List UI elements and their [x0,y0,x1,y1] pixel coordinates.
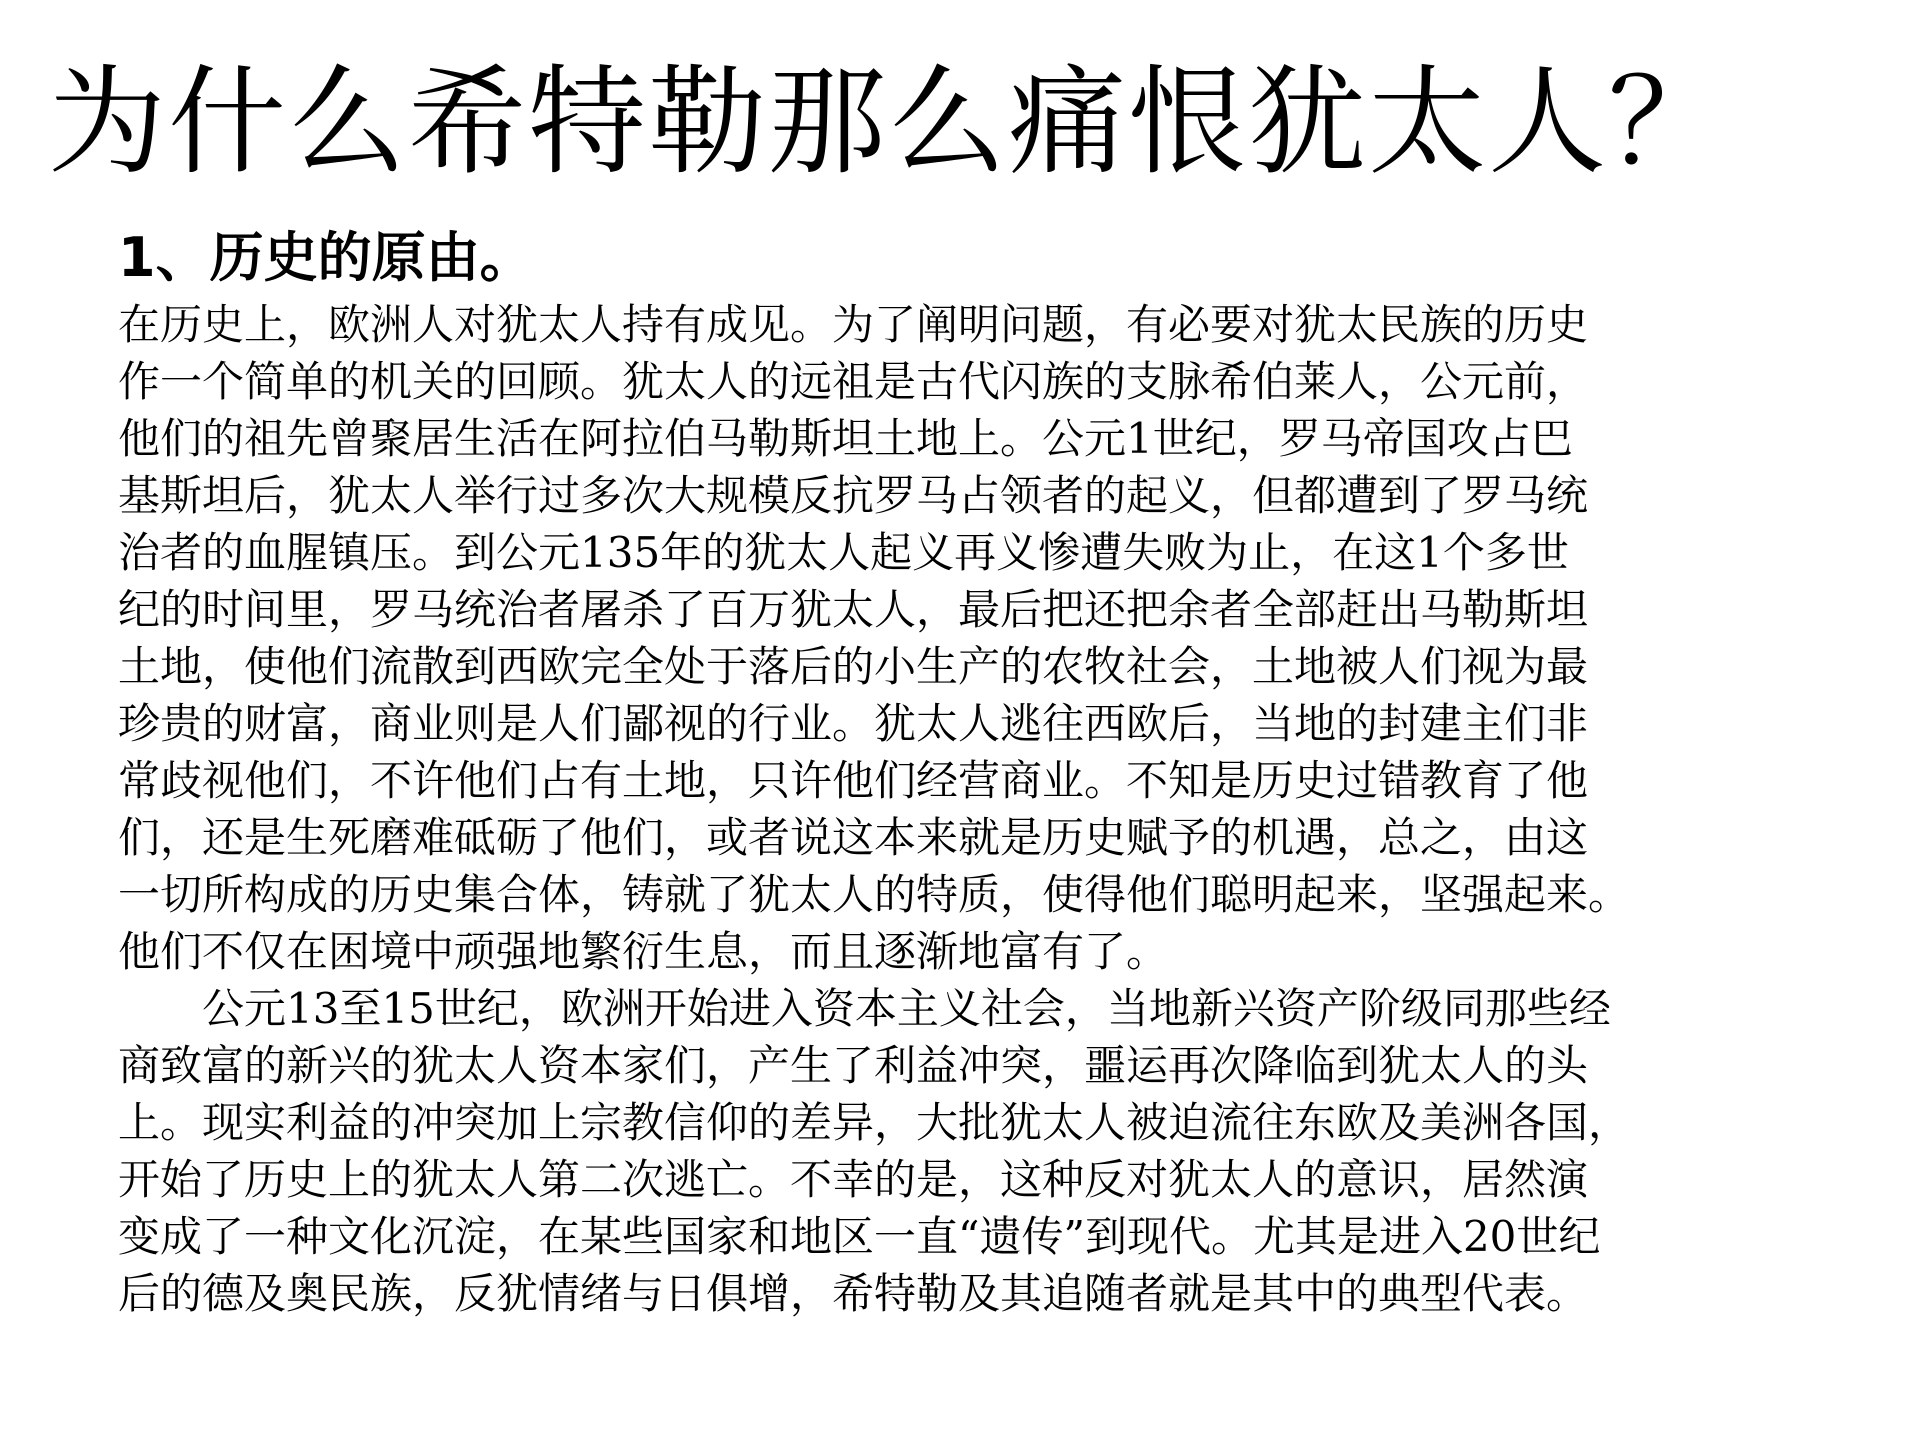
body-line: 后的德及奥民族，反犹情绪与日俱增，希特勒及其追随者就是其中的典型代表。 [118,1269,1589,1318]
body-line: 治者的血腥镇压。到公元135年的犹太人起义再义惨遭失败为止，在这1个多世 [118,528,1569,577]
body-line: 开始了历史上的犹太人第二次逃亡。不幸的是，这种反对犹太人的意识，居然演 [118,1155,1589,1204]
body-line: 们，还是生死磨难砥砺了他们，或者说这本来就是历史赋予的机遇，总之，由这 [118,813,1589,862]
body-line: 他们不仅在困境中顽强地繁衍生息，而且逐渐地富有了。 [118,927,1169,976]
body-line: 土地，使他们流散到西欧完全处于落后的小生产的农牧社会，土地被人们视为最 [118,642,1589,691]
body-line: 在历史上，欧洲人对犹太人持有成见。为了阐明问题，有必要对犹太民族的历史 [118,300,1589,349]
body-line: 变成了一种文化沉淀，在某些国家和地区一直“遗传”到现代。尤其是进入20世纪 [118,1212,1601,1261]
body-line: 基斯坦后，犹太人举行过多次大规模反抗罗马占领者的起义，但都遭到了罗马统 [118,471,1589,520]
body-line: 珍贵的财富，商业则是人们鄙视的行业。犹太人逃往西欧后，当地的封建主们非 [118,699,1589,748]
body-line: 商致富的新兴的犹太人资本家们，产生了利益冲突，噩运再次降临到犹太人的头 [118,1041,1589,1090]
body-line: 上。现实利益的冲突加上宗教信仰的差异，大批犹太人被迫流往东欧及美洲各国， [118,1098,1631,1147]
body-line: 作一个简单的机关的回顾。犹太人的远祖是古代闪族的支脉希伯莱人，公元前， [118,357,1589,406]
body-line: 他们的祖先曾聚居生活在阿拉伯马勒斯坦土地上。公元1世纪，罗马帝国攻占巴 [118,414,1573,463]
section-heading: 1、历史的原由。 [118,226,534,289]
body-line: 公元13至15世纪，欧洲开始进入资本主义社会，当地新兴资产阶级同那些经 [118,984,1611,1033]
body-line: 常歧视他们，不许他们占有土地，只许他们经营商业。不知是历史过错教育了他 [118,756,1589,805]
slide-title: 为什么希特勒那么痛恨犹太人？ [48,53,1729,191]
body-line: 纪的时间里，罗马统治者屠杀了百万犹太人，最后把还把余者全部赶出马勒斯坦 [118,585,1589,634]
slide-content [118,222,1838,1322]
body-text [118,296,1838,1322]
body-line: 一切所构成的历史集合体，铸就了犹太人的特质，使得他们聪明起来，坚强起来。 [118,870,1631,919]
